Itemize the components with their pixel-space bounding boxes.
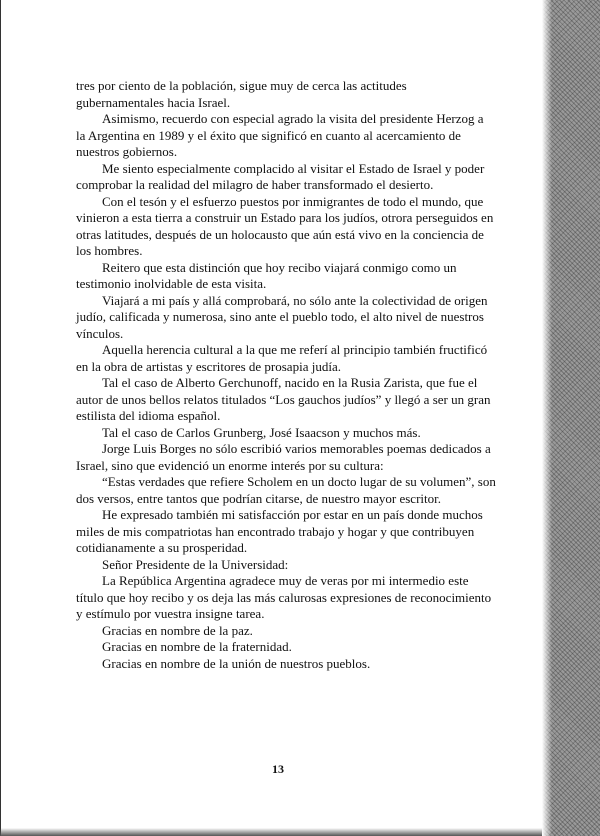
body-text (76, 78, 496, 672)
paragraph: Jorge Luis Borges no sólo escribió varios memorables poemas dedicados a Israel, sino que evidenció un enorme interés por su cultura: (76, 441, 491, 473)
paragraph: Viajará a mi país y allá comprobará, no sólo ante la colectividad de origen judío, calificada y numerosa, sino ante el pueblo todo, el alto nivel de nuestros vínculos. (76, 292, 488, 341)
paragraph: La República Argentina agradece muy de veras por mi intermedio este título que hoy recibo y os deja las más calurosas expresiones de reconocimiento y estímulo por vuestra insigne tarea. (76, 573, 492, 621)
paragraph: Aquella herencia cultural a la que me referí al principio también fructificó en la obra de artistas y escritores de prosapia judía. (76, 342, 488, 374)
scan-right-edge (542, 0, 600, 836)
paragraph: Reitero que esta distinción que hoy recibo viajará conmigo como un testimonio inolvidable de esta visita. (76, 259, 457, 291)
page-number: 13 (272, 762, 284, 776)
paragraph: Gracias en nombre de la unión de nuestros pueblos. (102, 655, 371, 671)
paragraph: Con el tesón y el esfuerzo puestos por inmigrantes de todo el mundo, que vinieron a esta tierra a construir un Estado para los judíos, otrora perseguidos en otras latitudes, después de un holocausto que aún está vivo en la conciencia de los hombres. (76, 193, 494, 258)
paragraph: He expresado también mi satisfacción por estar en un país donde muchos miles de mis compatriotas han encontrado trabajo y hogar y que contribuyen cotidianamente a su prosperidad. (76, 507, 483, 555)
paragraph: Señor Presidente de la Universidad: (102, 556, 289, 572)
paragraph: Tal el caso de Carlos Grunberg, José Isaacson y muchos más. (102, 424, 421, 440)
paragraph: Me siento especialmente complacido al visitar el Estado de Israel y poder comprobar la realidad del milagro de haber transformado el desierto. (76, 160, 485, 192)
paragraph: Gracias en nombre de la paz. (102, 622, 253, 638)
paragraph: Asimismo, recuerdo con especial agrado la visita del presidente Herzog a la Argentina en 1989 y el éxito que significó en cuanto al acercamiento de nuestros gobiernos. (76, 111, 484, 159)
paragraph: tres por ciento de la población, sigue muy de cerca las actitudes gubernamentales hacia Israel. (76, 78, 407, 110)
scan-left-edge (0, 0, 5, 836)
scan-bottom-edge (0, 828, 542, 836)
paragraph: Tal el caso de Alberto Gerchunoff, nacido en la Rusia Zarista, que fue el autor de unos bellos relatos titulados “Los gauchos judíos” y llegó a ser un gran estilista del idioma español. (76, 375, 491, 423)
paragraph: Gracias en nombre de la fraternidad. (102, 639, 292, 654)
paragraph: “Estas verdades que refiere Scholem en un docto lugar de su volumen”, son dos versos, entre tantos que podrían citarse, de nuestro mayor escritor. (76, 474, 496, 506)
